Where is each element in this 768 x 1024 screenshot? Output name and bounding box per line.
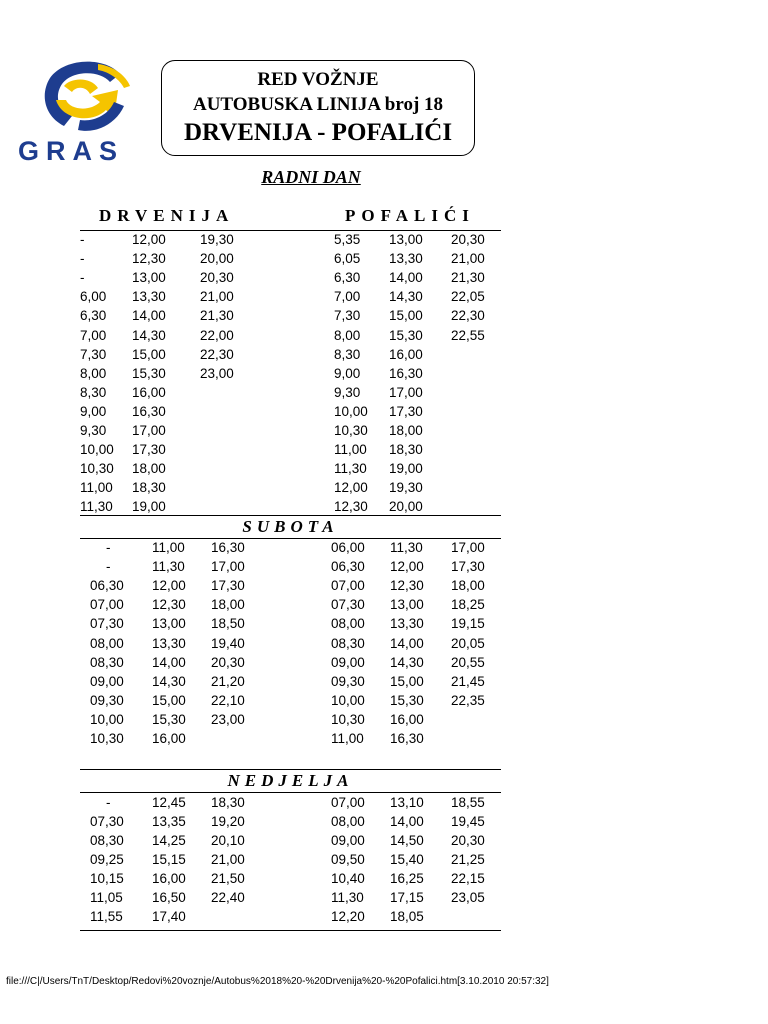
footer-file-path: file:///C|/Users/TnT/Desktop/Redovi%20voznje/Autobus%2018%20-%20Drvenija%20-%20Pofalici.htm[3.10.2010 20:57:32] xyxy=(6,976,549,987)
departure-time-drvenija-1: 7,30 xyxy=(80,346,107,362)
timetable-row xyxy=(0,616,768,635)
timetable-row xyxy=(0,423,768,442)
departure-time-pofalici-3: 17,00 xyxy=(451,540,485,555)
departure-time-pofalici-1: 12,00 xyxy=(334,480,368,496)
departure-time-pofalici-2: 19,00 xyxy=(389,461,423,477)
departure-time-pofalici-1: 06,30 xyxy=(331,559,365,575)
departure-time-pofalici-1: 11,00 xyxy=(334,442,367,458)
departure-time-pofalici-1: 5,35 xyxy=(334,232,361,247)
departure-time-pofalici-2: 17,30 xyxy=(389,403,423,419)
timetable-row xyxy=(0,289,768,308)
departure-time-drvenija-2: 16,00 xyxy=(132,384,166,400)
departure-time-pofalici-2: 13,00 xyxy=(389,232,423,247)
title-box xyxy=(161,60,475,156)
departure-time-pofalici-2: 14,00 xyxy=(390,635,424,651)
timetable-row xyxy=(0,442,768,461)
departure-time-pofalici-2: 15,40 xyxy=(390,852,424,867)
gras-logo-icon xyxy=(34,60,134,136)
departure-time-drvenija-2: 12,45 xyxy=(152,795,186,810)
departure-time-pofalici-3: 18,00 xyxy=(451,578,485,594)
divider-subota-top xyxy=(80,515,501,516)
departure-time-pofalici-1: 09,30 xyxy=(331,673,365,689)
timetable-row xyxy=(0,366,768,385)
departure-time-pofalici-1: 10,30 xyxy=(334,423,368,438)
departure-time-pofalici-1: 8,30 xyxy=(334,346,361,362)
departure-time-pofalici-3: 21,25 xyxy=(451,852,485,867)
departure-time-drvenija-3: 20,30 xyxy=(211,654,245,670)
departure-time-drvenija-2: 13,30 xyxy=(152,635,186,651)
departure-time-drvenija-1: 09,00 xyxy=(90,673,124,689)
departure-time-drvenija-3: 20,30 xyxy=(200,270,234,286)
departure-time-pofalici-1: 07,00 xyxy=(331,578,365,594)
departure-time-drvenija-1: 07,00 xyxy=(90,597,124,613)
departure-time-pofalici-1: 08,30 xyxy=(331,635,365,651)
departure-time-pofalici-2: 11,30 xyxy=(390,540,423,555)
departure-time-drvenija-2: 17,00 xyxy=(132,423,166,438)
timetable-row xyxy=(0,559,768,578)
departure-time-pofalici-2: 16,30 xyxy=(390,731,424,746)
departure-time-pofalici-3: 18,55 xyxy=(451,795,485,810)
departure-time-pofalici-2: 15,30 xyxy=(389,327,423,343)
timetable-row xyxy=(0,347,768,366)
timetable-row xyxy=(0,833,768,852)
departure-time-pofalici-2: 15,30 xyxy=(390,692,424,708)
departure-time-drvenija-2: 14,25 xyxy=(152,833,186,848)
divider-radni-top xyxy=(80,230,501,231)
timetable-row xyxy=(0,385,768,404)
timetable-row xyxy=(0,693,768,712)
departure-time-pofalici-1: 07,30 xyxy=(331,597,365,613)
timetable-row xyxy=(0,852,768,871)
departure-time-drvenija-2: 14,00 xyxy=(132,308,166,324)
departure-time-drvenija-1: 10,00 xyxy=(90,711,124,727)
departure-time-pofalici-2: 13,30 xyxy=(390,616,424,632)
departure-time-pofalici-2: 19,30 xyxy=(389,480,423,496)
departure-time-drvenija-2: 13,30 xyxy=(132,289,166,305)
departure-time-drvenija-2: 16,00 xyxy=(152,731,186,746)
departure-time-pofalici-3: 20,30 xyxy=(451,232,485,247)
departure-time-pofalici-2: 16,00 xyxy=(389,346,423,362)
title-line-red-voznje: RED VOŽNJE xyxy=(257,69,379,90)
departure-time-pofalici-1: 11,30 xyxy=(334,461,367,477)
timetable-row xyxy=(0,795,768,814)
departure-time-drvenija-2: 12,00 xyxy=(152,578,186,594)
departure-time-drvenija-3: 22,10 xyxy=(211,692,245,708)
departure-time-pofalici-2: 14,30 xyxy=(389,289,423,305)
departure-time-drvenija-1: 10,15 xyxy=(90,871,124,886)
departure-time-drvenija-1: 11,55 xyxy=(90,909,123,924)
departure-time-pofalici-2: 12,30 xyxy=(390,578,424,594)
departure-time-drvenija-3: 21,30 xyxy=(200,308,234,324)
departure-time-pofalici-3: 22,05 xyxy=(451,289,485,305)
departure-time-pofalici-1: 12,20 xyxy=(331,909,365,924)
divider-nedjelja-header xyxy=(80,792,501,793)
departure-time-pofalici-2: 15,00 xyxy=(389,308,423,324)
departure-time-pofalici-2: 18,30 xyxy=(389,442,423,458)
departure-time-pofalici-2: 13,00 xyxy=(390,597,424,613)
departure-time-drvenija-3: 23,00 xyxy=(211,711,245,727)
departure-time-drvenija-2: 16,50 xyxy=(152,890,186,905)
departure-time-pofalici-1: 11,30 xyxy=(331,890,364,905)
departure-time-pofalici-2: 20,00 xyxy=(389,499,423,515)
departure-time-drvenija-3: 19,40 xyxy=(211,635,245,651)
departure-time-drvenija-3: 22,00 xyxy=(200,327,234,343)
departure-time-drvenija-2: 11,00 xyxy=(152,540,185,555)
departure-time-pofalici-2: 14,30 xyxy=(390,654,424,670)
timetable-row xyxy=(0,480,768,499)
departure-time-drvenija-3: 21,20 xyxy=(211,673,245,689)
departure-time-pofalici-3: 21,30 xyxy=(451,270,485,286)
departure-time-drvenija-3: 16,30 xyxy=(211,540,245,555)
departure-time-pofalici-2: 17,00 xyxy=(389,384,423,400)
departure-time-drvenija-3: 21,00 xyxy=(200,289,234,305)
departure-time-drvenija-1: 7,00 xyxy=(80,327,107,343)
departure-time-drvenija-1: - xyxy=(80,251,85,267)
departure-time-drvenija-1: 11,05 xyxy=(90,890,123,905)
departure-time-pofalici-1: 07,00 xyxy=(331,795,365,810)
departure-time-drvenija-1: 09,30 xyxy=(90,692,124,708)
timetable-row xyxy=(0,540,768,559)
title-line-linija: AUTOBUSKA LINIJA broj 18 xyxy=(192,94,444,115)
departure-time-drvenija-3: 22,40 xyxy=(211,890,245,905)
departure-time-drvenija-2: 13,35 xyxy=(152,814,186,829)
departure-time-drvenija-3: 23,00 xyxy=(200,365,234,381)
departure-time-drvenija-3: 18,50 xyxy=(211,616,245,632)
departure-time-drvenija-1: 11,00 xyxy=(80,480,113,496)
departure-time-pofalici-3: 22,30 xyxy=(451,308,485,324)
departure-time-drvenija-3: 20,00 xyxy=(200,251,234,267)
timetable-row xyxy=(0,871,768,890)
departure-time-drvenija-2: 16,00 xyxy=(152,871,186,886)
departure-time-pofalici-2: 16,00 xyxy=(390,711,424,727)
departure-time-pofalici-2: 16,25 xyxy=(390,871,424,886)
departure-time-drvenija-1: 6,00 xyxy=(80,289,107,305)
departure-time-pofalici-3: 22,15 xyxy=(451,871,485,886)
departure-time-drvenija-3: 21,50 xyxy=(211,871,245,886)
departure-time-pofalici-3: 19,45 xyxy=(451,814,485,829)
timetable-row xyxy=(0,731,768,750)
gras-logo xyxy=(18,60,148,164)
departure-time-pofalici-3: 20,05 xyxy=(451,635,485,651)
departure-time-drvenija-2: 12,30 xyxy=(132,251,166,267)
departure-time-drvenija-3: 20,10 xyxy=(211,833,245,848)
departure-time-pofalici-2: 16,30 xyxy=(389,365,423,381)
departure-time-pofalici-2: 14,00 xyxy=(390,814,424,829)
departure-time-drvenija-1: 10,00 xyxy=(80,442,114,458)
departure-time-pofalici-2: 18,05 xyxy=(390,909,424,924)
departure-time-drvenija-1: 8,30 xyxy=(80,384,107,400)
departure-time-drvenija-2: 17,30 xyxy=(132,442,166,458)
departure-time-pofalici-2: 18,00 xyxy=(389,423,423,438)
departure-time-drvenija-1: 9,30 xyxy=(80,423,107,438)
departure-time-pofalici-2: 13,30 xyxy=(389,251,423,267)
departure-time-pofalici-2: 15,00 xyxy=(390,673,424,689)
departure-time-pofalici-1: 09,50 xyxy=(331,852,365,867)
divider-nedjelja-bottom xyxy=(80,930,501,931)
departure-time-drvenija-1: - xyxy=(106,559,111,575)
departure-time-pofalici-1: 08,00 xyxy=(331,616,365,632)
departure-time-drvenija-1: - xyxy=(106,540,111,555)
departure-time-drvenija-2: 18,00 xyxy=(132,461,166,477)
departure-time-pofalici-1: 11,00 xyxy=(331,731,364,746)
departure-time-drvenija-2: 15,15 xyxy=(152,852,186,867)
departure-time-pofalici-3: 17,30 xyxy=(451,559,485,575)
departure-time-pofalici-3: 18,25 xyxy=(451,597,485,613)
departure-time-drvenija-1: 6,30 xyxy=(80,308,107,324)
departure-time-drvenija-1: 07,30 xyxy=(90,814,124,829)
departure-time-drvenija-1: 8,00 xyxy=(80,365,107,381)
departure-time-drvenija-3: 19,20 xyxy=(211,814,245,829)
timetable-row xyxy=(0,251,768,270)
departure-time-pofalici-2: 14,50 xyxy=(390,833,424,848)
departure-time-drvenija-2: 12,30 xyxy=(152,597,186,613)
departure-time-drvenija-3: 21,00 xyxy=(211,852,245,867)
departure-time-pofalici-1: 09,00 xyxy=(331,654,365,670)
departure-time-drvenija-2: 14,30 xyxy=(152,673,186,689)
timetable-row xyxy=(0,712,768,731)
departure-time-pofalici-3: 21,00 xyxy=(451,251,485,267)
timetable-row xyxy=(0,461,768,480)
timetable-row xyxy=(0,232,768,251)
departure-time-pofalici-1: 7,30 xyxy=(334,308,361,324)
departure-time-drvenija-1: 08,00 xyxy=(90,635,124,651)
departure-time-drvenija-1: - xyxy=(80,232,85,247)
timetable-row xyxy=(0,270,768,289)
timetable-row xyxy=(0,404,768,423)
departure-time-drvenija-2: 13,00 xyxy=(132,270,166,286)
timetable-row xyxy=(0,655,768,674)
timetable-row xyxy=(0,674,768,693)
departure-time-drvenija-3: 17,30 xyxy=(211,578,245,594)
departure-time-drvenija-1: 10,30 xyxy=(80,461,114,477)
departure-time-drvenija-1: 06,30 xyxy=(90,578,124,594)
departure-time-drvenija-2: 12,00 xyxy=(132,232,166,247)
departure-time-drvenija-2: 14,30 xyxy=(132,327,166,343)
departure-time-pofalici-2: 17,15 xyxy=(390,890,424,905)
departure-time-drvenija-1: 09,25 xyxy=(90,852,124,867)
column-header-drvenija: DRVENIJA xyxy=(99,206,235,225)
departure-time-pofalici-1: 7,00 xyxy=(334,289,361,305)
departure-time-drvenija-1: - xyxy=(106,795,111,810)
departure-time-drvenija-1: 08,30 xyxy=(90,654,124,670)
departure-time-drvenija-2: 18,30 xyxy=(132,480,166,496)
departure-time-drvenija-2: 13,00 xyxy=(152,616,186,632)
departure-time-drvenija-2: 15,00 xyxy=(132,346,166,362)
departure-time-drvenija-1: 08,30 xyxy=(90,833,124,848)
section-title-nedjelja: NEDJELJA xyxy=(227,771,354,790)
timetable-row xyxy=(0,909,768,928)
departure-time-drvenija-1: 11,30 xyxy=(80,499,113,515)
departure-time-pofalici-3: 22,35 xyxy=(451,692,485,708)
departure-time-drvenija-2: 17,40 xyxy=(152,909,186,924)
departure-time-pofalici-1: 12,30 xyxy=(334,499,368,515)
departure-time-pofalici-2: 12,00 xyxy=(390,559,424,575)
departure-time-drvenija-2: 16,30 xyxy=(132,403,166,419)
departure-time-drvenija-1: - xyxy=(80,270,85,286)
departure-time-drvenija-3: 18,00 xyxy=(211,597,245,613)
departure-time-pofalici-2: 14,00 xyxy=(389,270,423,286)
timetable-row xyxy=(0,308,768,327)
departure-time-pofalici-1: 08,00 xyxy=(331,814,365,829)
timetable-row xyxy=(0,814,768,833)
divider-nedjelja-top xyxy=(80,769,501,770)
departure-time-drvenija-3: 17,00 xyxy=(211,559,245,575)
departure-time-drvenija-1: 10,30 xyxy=(90,731,124,746)
departure-time-drvenija-2: 15,30 xyxy=(132,365,166,381)
departure-time-pofalici-1: 6,30 xyxy=(334,270,361,286)
departure-time-pofalici-1: 8,00 xyxy=(334,327,361,343)
departure-time-pofalici-2: 13,10 xyxy=(390,795,424,810)
departure-time-drvenija-2: 14,00 xyxy=(152,654,186,670)
departure-time-pofalici-3: 21,45 xyxy=(451,673,485,689)
departure-time-drvenija-2: 11,30 xyxy=(152,559,185,575)
departure-time-pofalici-3: 22,55 xyxy=(451,327,485,343)
timetable-row xyxy=(0,890,768,909)
departure-time-drvenija-3: 18,30 xyxy=(211,795,245,810)
departure-time-drvenija-3: 22,30 xyxy=(200,346,234,362)
departure-time-pofalici-1: 09,00 xyxy=(331,833,365,848)
title-line-route: DRVENIJA - POFALIĆI xyxy=(183,119,453,146)
departure-time-pofalici-3: 20,55 xyxy=(451,654,485,670)
departure-time-drvenija-2: 15,00 xyxy=(152,692,186,708)
departure-time-pofalici-1: 06,00 xyxy=(331,540,365,555)
departure-time-pofalici-1: 9,30 xyxy=(334,384,361,400)
departure-time-drvenija-3: 19,30 xyxy=(200,232,234,247)
timetable-row xyxy=(0,578,768,597)
departure-time-pofalici-3: 20,30 xyxy=(451,833,485,848)
gras-logo-text: GRAS xyxy=(18,136,125,166)
timetable-row xyxy=(0,597,768,616)
divider-subota-header xyxy=(80,538,501,539)
departure-time-pofalici-1: 10,30 xyxy=(331,711,365,727)
timetable-row xyxy=(0,636,768,655)
column-header-pofalici: POFALIĆI xyxy=(345,206,475,225)
section-title-subota: SUBOTA xyxy=(242,517,339,536)
day-title-radni-dan: RADNI DAN xyxy=(261,167,361,187)
departure-time-drvenija-1: 9,00 xyxy=(80,403,107,419)
departure-time-drvenija-1: 07,30 xyxy=(90,616,124,632)
departure-time-pofalici-1: 10,00 xyxy=(331,692,365,708)
departure-time-pofalici-3: 19,15 xyxy=(451,616,485,632)
departure-time-pofalici-3: 23,05 xyxy=(451,890,485,905)
departure-time-pofalici-1: 10,40 xyxy=(331,871,365,886)
departure-time-pofalici-1: 6,05 xyxy=(334,251,361,267)
departure-time-drvenija-2: 15,30 xyxy=(152,711,186,727)
timetable-row xyxy=(0,328,768,347)
departure-time-drvenija-2: 19,00 xyxy=(132,499,166,515)
departure-time-pofalici-1: 9,00 xyxy=(334,365,361,381)
departure-time-pofalici-1: 10,00 xyxy=(334,403,368,419)
